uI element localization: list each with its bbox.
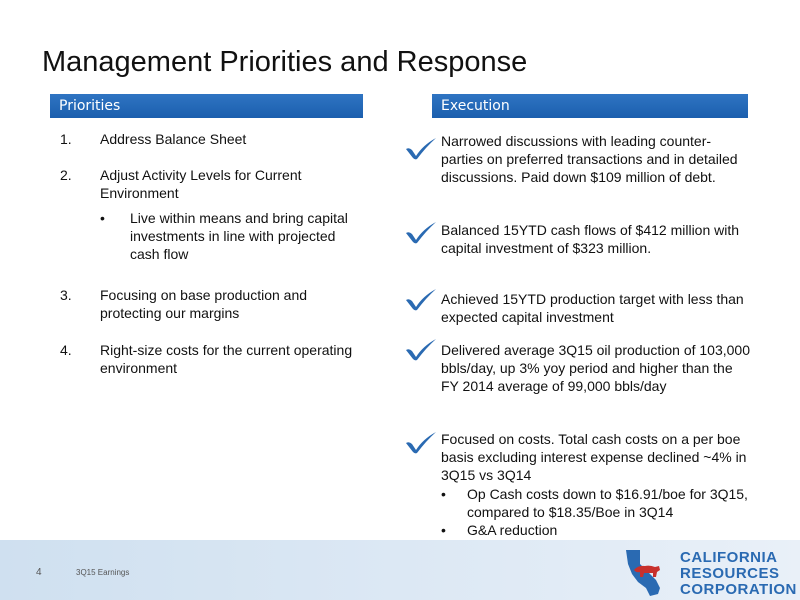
execution-item-2: Balanced 15YTD cash flows of $412 million with capital investment of $323 million.: [441, 222, 740, 256]
logo-line-2: RESOURCES: [680, 565, 780, 582]
execution-sub-bullet-text: Op Cash costs down to $16.91/boe for 3Q15, compared to $18.35/Boe in 3Q14: [467, 486, 748, 520]
execution-sub-bullet-text: G&A reduction: [467, 522, 558, 538]
priority-sub-bullet-text: Live within means and bring capital investments in line with projected cash flow: [130, 210, 348, 262]
logo-line-3: CORPORATION: [680, 581, 797, 598]
priority-text: Right-size costs for the current operating environment: [100, 342, 353, 376]
priority-text: Focusing on base production and protecting our margins: [100, 287, 308, 321]
priorities-header: Priorities: [50, 94, 363, 118]
priority-number: 1.: [60, 131, 72, 147]
execution-item-3: Achieved 15YTD production target with less than expected capital investment: [441, 291, 744, 325]
bullet-icon: •: [441, 486, 446, 502]
checkmark-icon: [404, 337, 438, 361]
priority-number: 4.: [60, 342, 72, 358]
priority-number: 2.: [60, 167, 72, 183]
company-logo-text: [680, 550, 797, 598]
checkmark-icon: [404, 430, 438, 454]
page-number: 4: [36, 567, 42, 578]
priority-text: Adjust Activity Levels for Current Environment: [100, 167, 302, 201]
checkmark-icon: [404, 220, 438, 244]
execution-item-1: Narrowed discussions with leading counter-parties on preferred transactions and in detailed discussions. Paid down $109 million of debt.: [441, 133, 738, 185]
execution-header: Execution: [432, 94, 748, 118]
bullet-icon: •: [100, 210, 105, 226]
priority-text: Address Balance Sheet: [100, 131, 247, 147]
execution-item-5: Focused on costs. Total cash costs on a per boe basis excluding interest expense declined ~4% in 3Q15 vs 3Q14: [441, 431, 747, 483]
page-title: Management Priorities and Response: [42, 46, 528, 78]
footer-label: 3Q15 Earnings: [76, 568, 130, 577]
california-map-bear-icon: [622, 548, 670, 598]
checkmark-icon: [404, 136, 438, 160]
execution-item-4: Delivered average 3Q15 oil production of 103,000 bbls/day, up 3% yoy period and higher than the FY 2014 average of 99,000 bbls/day: [441, 342, 750, 394]
bullet-icon: •: [441, 522, 446, 538]
logo-line-1: CALIFORNIA: [680, 549, 778, 566]
checkmark-icon: [404, 287, 438, 311]
priority-number: 3.: [60, 287, 72, 303]
